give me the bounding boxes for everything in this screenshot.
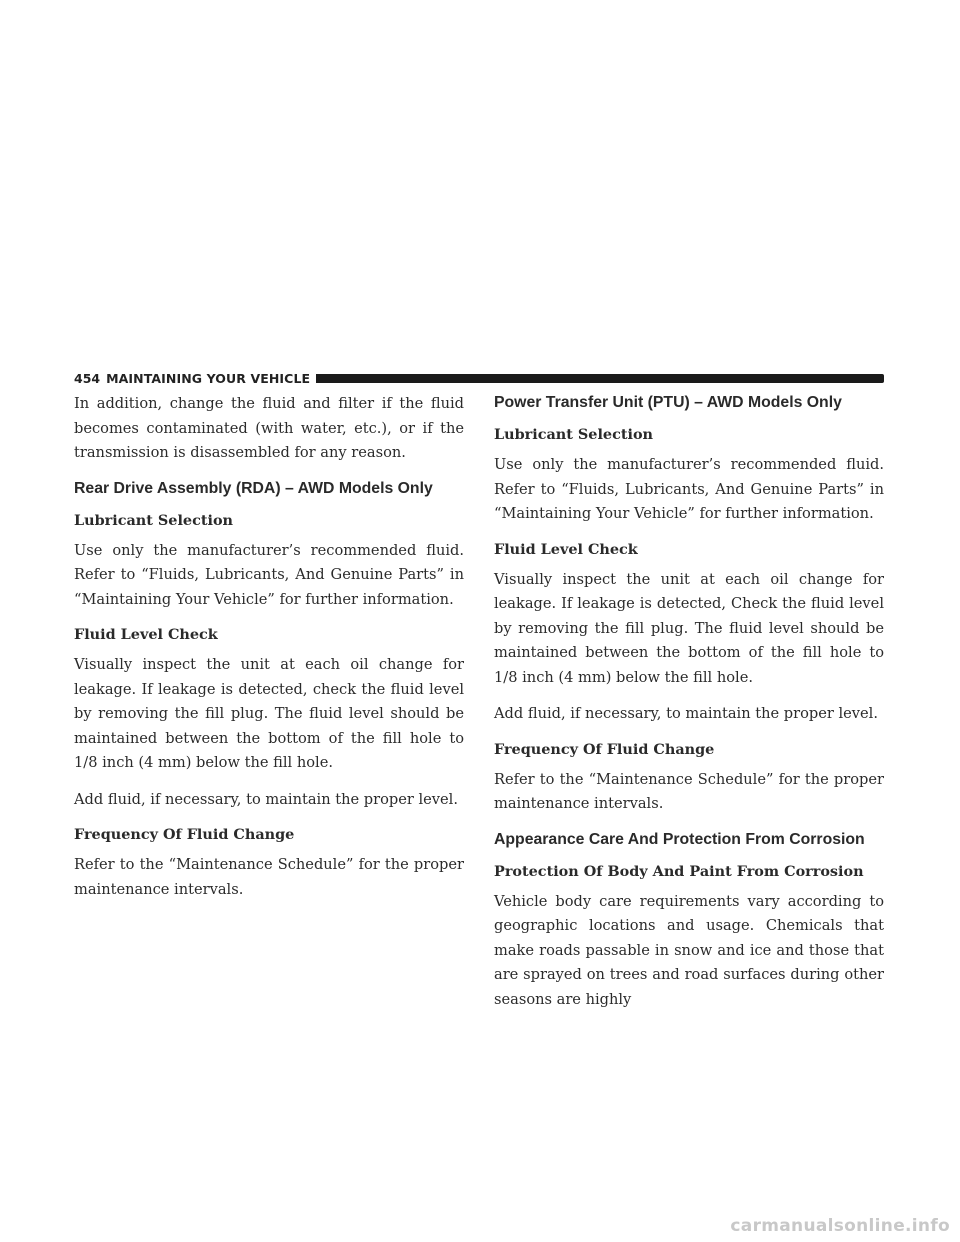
watermark: carmanualsonline.info	[730, 1216, 950, 1236]
rda-level-title: Fluid Level Check	[74, 626, 218, 643]
ptu-frequency-title: Frequency Of Fluid Change	[494, 740, 715, 758]
page-header	[74, 368, 884, 388]
rda-level-text: Visually inspect the unit at each oil change for leakage. If leakage is detected, check the fluid level by removing the fill plug. The fluid level should be maintained between the bottom of the fill hole to 1/8 inch (4 mm) below the fill hole.	[74, 656, 464, 771]
page-number: 454	[74, 370, 101, 386]
ptu-lubricant-title: Lubricant Selection	[494, 426, 654, 443]
appearance-heading: Appearance Care And Protection From Corrosion	[494, 830, 865, 848]
rda-frequency-title: Frequency Of Fluid Change	[74, 826, 295, 843]
rda-lubricant-text: Use only the manufacturer’s recommended fluid. Refer to “Fluids, Lubricants, And Genuine Parts” in “Maintaining Your Vehicle” for further information.	[74, 541, 464, 608]
ptu-level-title: Fluid Level Check	[494, 540, 638, 558]
protection-title: Protection Of Body And Paint From Corrosion	[494, 862, 864, 880]
ptu-level-text: Visually inspect the unit at each oil change for leakage. If leakage is detected, Check the fluid level by removing the fill plug. The fluid level should be maintained between the bottom of the fill hole to 1/8 inch (4 mm) below the fill hole.	[494, 570, 884, 686]
header-rule	[316, 374, 884, 383]
protection-text: Vehicle body care requirements vary according to geographic locations and usage. Chemicals that make roads passable in snow and ice and those that are sprayed on trees and road surfaces during other seasons are highly	[494, 892, 884, 1008]
ptu-frequency-text: Refer to the “Maintenance Schedule” for the proper maintenance intervals.	[494, 770, 884, 812]
ptu-add-text: Add fluid, if necessary, to maintain the proper level.	[494, 705, 878, 722]
rda-lubricant-title: Lubricant Selection	[74, 511, 234, 529]
rda-add-text: Add fluid, if necessary, to maintain the proper level.	[74, 790, 458, 808]
section-title: MAINTAINING YOUR VEHICLE	[106, 370, 311, 386]
rda-heading: Rear Drive Assembly (RDA) – AWD Models Only	[74, 479, 433, 497]
ptu-lubricant-text: Use only the manufacturer’s recommended fluid. Refer to “Fluids, Lubricants, And Genuine Parts” in “Maintaining Your Vehicle” for further information.	[494, 456, 884, 522]
left-column	[74, 392, 464, 902]
rda-frequency-text: Refer to the “Maintenance Schedule” for the proper maintenance intervals.	[74, 856, 464, 898]
intro-paragraph: In addition, change the fluid and filter if the fluid becomes contaminated (with water, etc.), or if the transmission is disassembled for any reason.	[74, 395, 464, 461]
right-column	[494, 392, 884, 1012]
ptu-heading: Power Transfer Unit (PTU) – AWD Models Only	[494, 394, 842, 411]
